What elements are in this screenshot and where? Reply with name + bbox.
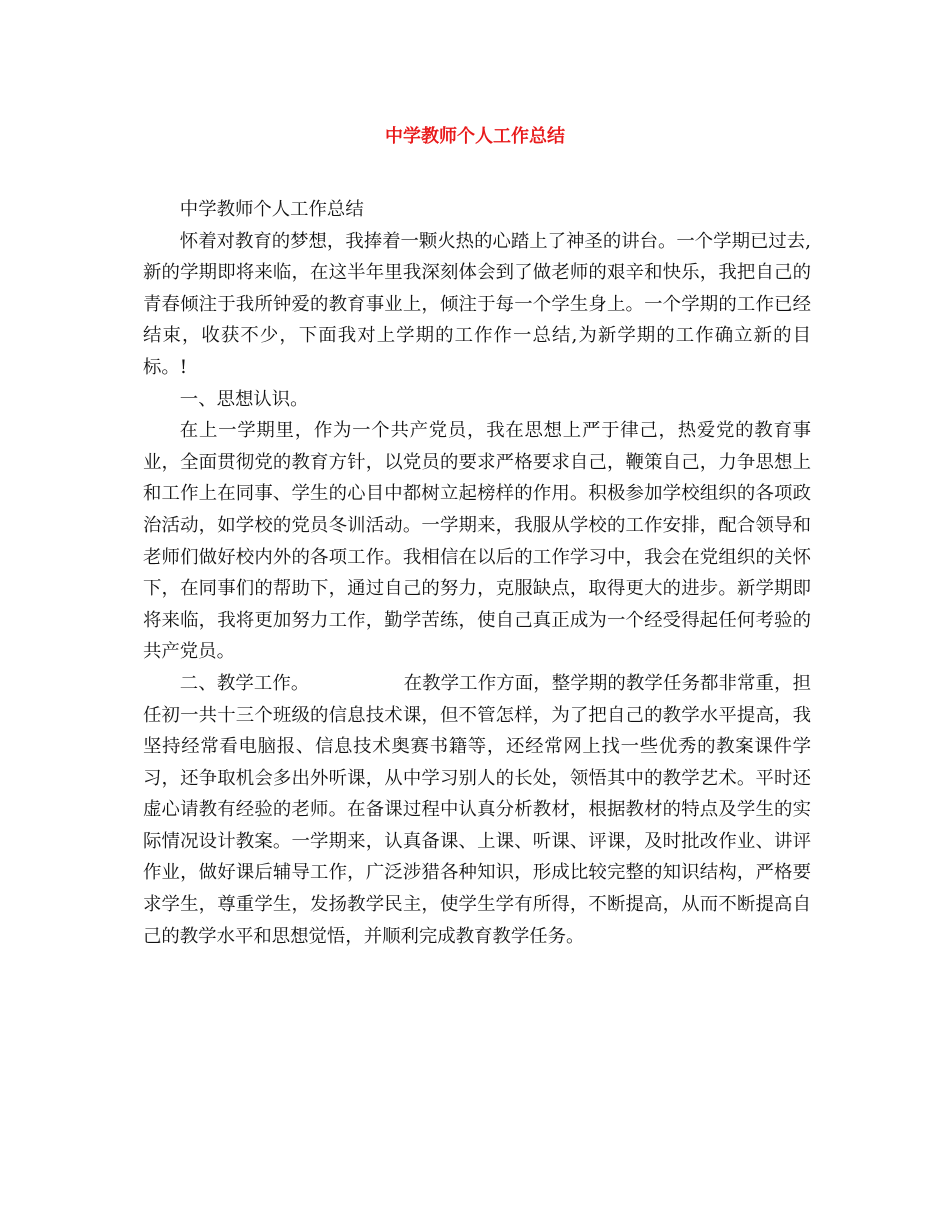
intro-paragraph: 怀着对教育的梦想，我捧着一颗火热的心踏上了神圣的讲台。一个学期已过去,新的学期即将来临，在这半年里我深刻体会到了做老师的艰辛和快乐，我把自己的青春倾注于我所钟爱的教育事业上，倾注于每一个学生身上。一个学期的工作已经结束，收获不少，下面我对上学期的工作作一总结,为新学期的工作确立新的目标。! bbox=[143, 230, 811, 378]
ideology-paragraph: 在上一学期里，作为一个共产党员，我在思想上严于律己，热爱党的教育事业，全面贯彻党的教育方针，以党员的要求严格要求自己，鞭策自己，力争思想上和工作上在同事、学生的心目中都树立起榜样的作用。积极参加学校组织的各项政治活动，如学校的党员冬训活动。一学期来，我服从学校的工作安排，配合领导和老师们做好校内外的各项工作。我相信在以后的工作学习中，我会在党组织的关怀下，在同事们的帮助下，通过自己的努力，克服缺点，取得更大的进步。新学期即将来临，我将更加努力工作，勤学苦练，使自己真正成为一个经受得起任何考验的共产党员。 bbox=[143, 420, 811, 663]
section-heading-ideology: 一、思想认识。 bbox=[179, 388, 309, 410]
subtitle-paragraph: 中学教师个人工作总结 bbox=[179, 199, 364, 220]
teaching-body: 在教学工作方面，整学期的教学任务都非常重，担任初一共十三个班级的信息技术课，但不管怎样，为了把自己的教学水平提高，我坚持经常看电脑报、信息技术奥赛书籍等，还经常网上找一些优秀的教案课件学习，还争取机会多出外听课，从中学习别人的长处，领悟其中的教学艺术。平时还虚心请教有经验的老师。在备课过程中认真分析教材，根据教材的特点及学生的实际情况设计教案。一学期来，认真备课、上课、听课、评课，及时批改作业、讲评作业，做好课后辅导工作，广泛涉猎各种知识，形成比较完整的知识结构，严格要求学生，尊重学生，发扬教学民主，使学生学有所得，不断提高，从而不断提高自己的教学水平和思想觉悟，并顺利完成教育教学任务。 bbox=[143, 672, 811, 947]
document-title: 中学教师个人工作总结 bbox=[385, 126, 565, 147]
section-heading-teaching: 二、教学工作。 bbox=[179, 672, 310, 694]
teaching-paragraph bbox=[143, 668, 811, 952]
document-body bbox=[143, 194, 811, 952]
